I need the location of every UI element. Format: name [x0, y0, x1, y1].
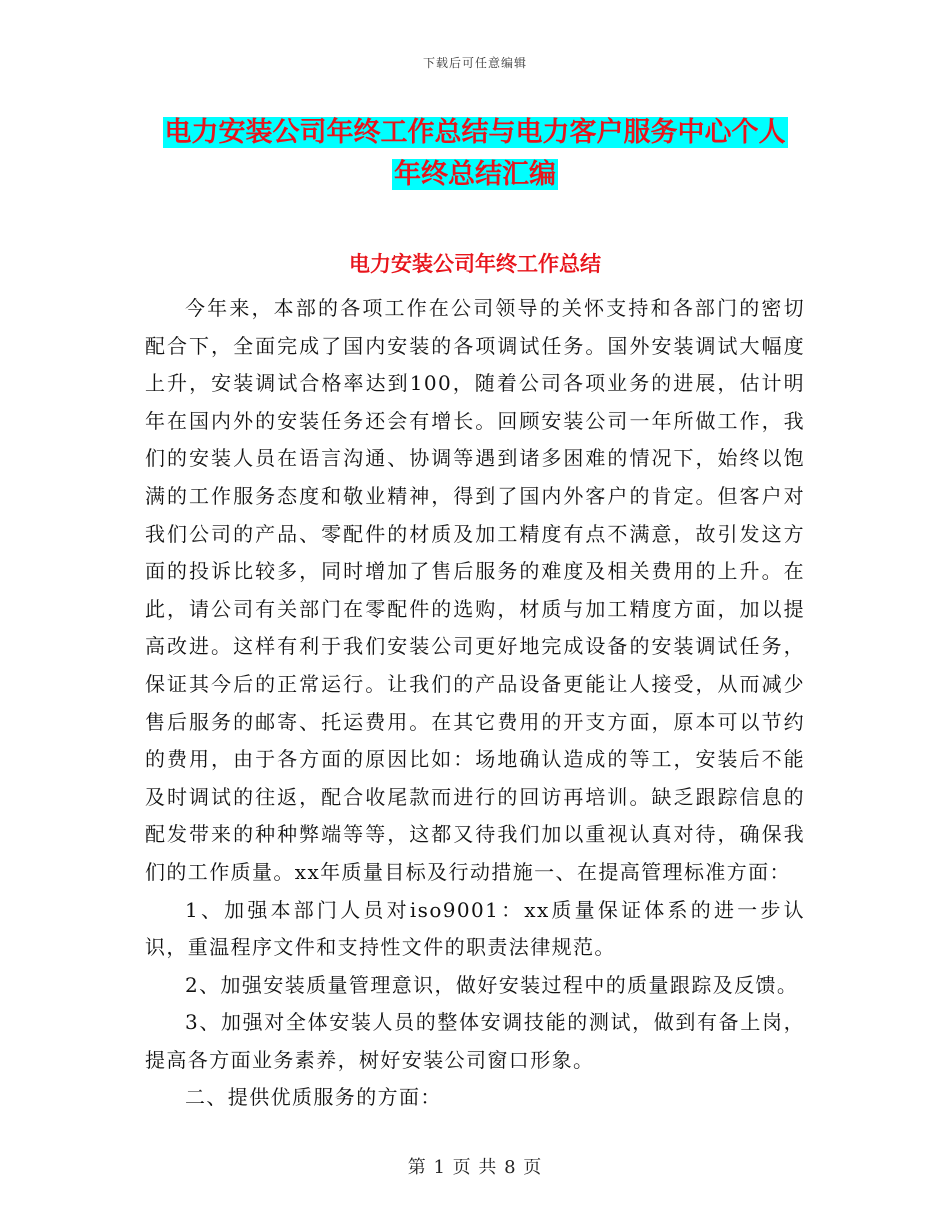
page-footer: 第 1 页 共 8 页: [407, 1157, 543, 1178]
header-note: 下载后可任意编辑: [422, 56, 527, 70]
paragraph: 1、加强本部门人员对iso9001：xx质量保证体系的进一步认识，重温程序文件和支持性文件的职责法律规范。: [145, 897, 805, 960]
section-title: 电力安装公司年终工作总结: [349, 252, 601, 276]
paragraph: 今年来，本部的各项工作在公司领导的关怀支持和各部门的密切配合下，全面完成了国内安装的各项调试任务。国外安装调试大幅度上升，安装调试合格率达到100，随着公司各项业务的进展，估计明年在国内外的安装任务还会有增长。回顾安装公司一年所做工作，我们的安装人员在语言沟通、协调等遇到诸多困难的情况下，始终以饱满的工作服务态度和敬业精神，得到了国内外客户的肯定。但客户对我们公司的产品、零配件的材质及加工精度有点不满意，故引发这方面的投诉比较多，同时增加了售后服务的难度及相关费用的上升。在此，请公司有关部门在零配件的选购，材质与加工精度方面，加以提高改进。这样有利于我们安装公司更好地完成设备的安装调试任务，保证其今后的正常运行。让我们的产品设备更能让人接受，从而减少售后服务的邮寄、托运费用。在其它费用的开支方面，原本可以节约的费用，由于各方面的原因比如：场地确认造成的等工，安装后不能及时调试的往返，配合收尾款而进行的回访再培训。缺乏跟踪信息的配发带来的种种弊端等等，这都又待我们加以重视认真对待，确保我们的工作质量。xx年质量目标及行动措施一、在提高管理标准方面：: [145, 296, 805, 884]
document-title-line-1: 电力安装公司年终工作总结与电力客户服务中心个人: [164, 117, 786, 148]
paragraph: 二、提供优质服务的方面：: [185, 1085, 442, 1110]
body-text: [145, 290, 805, 1117]
paragraph: 3、加强对全体安装人员的整体安调技能的测试，做到有备上岗，提高各方面业务素养，树好安装公司窗口形象。: [145, 1010, 805, 1072]
document-title: [145, 112, 805, 196]
paragraph: 2、加强安装质量管理意识，做好安装过程中的质量跟踪及反馈。: [185, 972, 799, 997]
document-title-line-2: 年终总结汇编: [394, 159, 556, 190]
